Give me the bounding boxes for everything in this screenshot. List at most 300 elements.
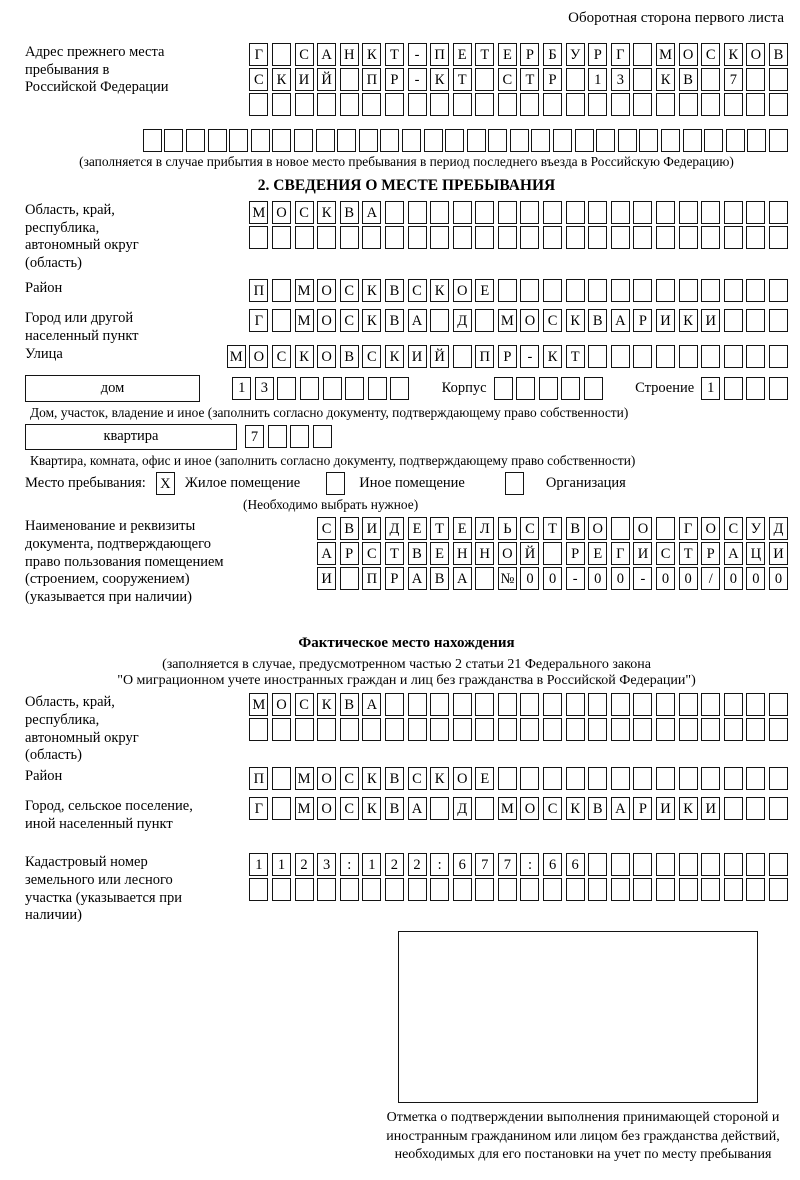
char-box xyxy=(277,377,296,400)
char-box xyxy=(272,718,291,741)
char-box xyxy=(553,129,572,152)
char-box xyxy=(272,309,291,332)
char-box: 7 xyxy=(498,853,517,876)
char-box xyxy=(323,377,342,400)
char-box xyxy=(340,68,359,91)
char-box: Н xyxy=(475,542,494,565)
char-box xyxy=(520,718,539,741)
char-box xyxy=(633,68,652,91)
char-box: М xyxy=(249,693,268,716)
char-box: В xyxy=(679,68,698,91)
registration-mark-box xyxy=(398,931,758,1103)
char-box: : xyxy=(430,853,449,876)
char-box: С xyxy=(498,68,517,91)
char-box xyxy=(340,718,359,741)
char-box: П xyxy=(430,43,449,66)
char-box: : xyxy=(520,853,539,876)
char-box: Р xyxy=(498,345,517,368)
char-box: 7 xyxy=(724,68,743,91)
char-box xyxy=(746,93,765,116)
char-box xyxy=(566,68,585,91)
char-box xyxy=(566,718,585,741)
char-box: К xyxy=(362,43,381,66)
char-box: Й xyxy=(317,68,336,91)
char-box: Й xyxy=(430,345,449,368)
char-box xyxy=(566,201,585,224)
char-box: И xyxy=(295,68,314,91)
char-box xyxy=(746,853,765,876)
char-box xyxy=(520,693,539,716)
page-header: Оборотная сторона первого листа xyxy=(568,10,784,26)
char-box: / xyxy=(701,567,720,590)
char-box xyxy=(272,129,291,152)
char-box: А xyxy=(362,693,381,716)
char-box: 1 xyxy=(701,377,720,400)
char-box xyxy=(633,93,652,116)
char-box: А xyxy=(408,797,427,820)
option-label-residential: Жилое помещение xyxy=(184,475,301,492)
char-box: А xyxy=(317,43,336,66)
char-box: Т xyxy=(475,43,494,66)
char-box xyxy=(543,542,562,565)
char-box xyxy=(769,718,788,741)
field-label: Район xyxy=(25,768,63,785)
char-box: С xyxy=(520,517,539,540)
char-box: Д xyxy=(385,517,404,540)
char-box: 3 xyxy=(317,853,336,876)
char-box xyxy=(249,878,268,901)
char-box xyxy=(402,129,421,152)
char-box: Е xyxy=(453,517,472,540)
char-box: Д xyxy=(453,797,472,820)
char-box xyxy=(385,718,404,741)
char-box xyxy=(633,279,652,302)
stroenie-group xyxy=(635,377,788,400)
char-box xyxy=(588,93,607,116)
char-box xyxy=(769,797,788,820)
char-box: Г xyxy=(611,43,630,66)
char-box xyxy=(498,93,517,116)
char-box: О xyxy=(701,517,720,540)
char-box xyxy=(746,693,765,716)
char-box: Е xyxy=(498,43,517,66)
char-box xyxy=(566,693,585,716)
char-box xyxy=(679,878,698,901)
char-box xyxy=(498,767,517,790)
char-box xyxy=(611,878,630,901)
char-box: Т xyxy=(566,345,585,368)
char-box xyxy=(679,718,698,741)
char-box: 1 xyxy=(272,853,291,876)
char-box: О xyxy=(588,517,607,540)
char-box xyxy=(566,279,585,302)
char-box xyxy=(543,201,562,224)
char-box: И xyxy=(701,309,720,332)
char-box xyxy=(295,93,314,116)
char-box xyxy=(588,201,607,224)
char-box xyxy=(679,345,698,368)
char-box xyxy=(701,767,720,790)
char-box: - xyxy=(633,567,652,590)
char-box xyxy=(520,767,539,790)
char-box: О xyxy=(498,542,517,565)
char-box xyxy=(639,129,658,152)
char-box xyxy=(679,767,698,790)
char-box: А xyxy=(724,542,743,565)
field-actual-region xyxy=(25,693,788,767)
char-box: 2 xyxy=(295,853,314,876)
char-box: И xyxy=(362,517,381,540)
char-box: Р xyxy=(701,542,720,565)
checkbox-other-premises xyxy=(326,472,345,495)
char-box: А xyxy=(611,309,630,332)
char-box: Р xyxy=(520,43,539,66)
char-box: В xyxy=(566,517,585,540)
char-box: К xyxy=(430,767,449,790)
section-2-title: 2. СВЕДЕНИЯ О МЕСТЕ ПРЕБЫВАНИЯ xyxy=(257,177,556,194)
char-box xyxy=(683,129,702,152)
char-box xyxy=(746,68,765,91)
char-box xyxy=(633,345,652,368)
char-box xyxy=(164,129,183,152)
char-box xyxy=(566,878,585,901)
char-box xyxy=(611,767,630,790)
char-box xyxy=(430,201,449,224)
char-box: В xyxy=(340,517,359,540)
char-box xyxy=(268,425,287,448)
char-box xyxy=(317,93,336,116)
char-box xyxy=(575,129,594,152)
char-box: К xyxy=(430,279,449,302)
char-box xyxy=(359,129,378,152)
checkbox-organization xyxy=(505,472,524,495)
char-box: С xyxy=(317,517,336,540)
char-box: А xyxy=(611,797,630,820)
char-box xyxy=(656,878,675,901)
char-box xyxy=(746,878,765,901)
field-label: Район xyxy=(25,280,63,296)
char-box xyxy=(746,718,765,741)
char-box xyxy=(453,93,472,116)
char-box: С xyxy=(340,797,359,820)
char-box xyxy=(475,567,494,590)
char-box xyxy=(633,201,652,224)
char-box: - xyxy=(566,567,585,590)
char-box xyxy=(679,853,698,876)
char-box: Р xyxy=(543,68,562,91)
char-box xyxy=(362,878,381,901)
char-box: Н xyxy=(340,43,359,66)
actual-location-note-2: "О миграционном учете иностранных граждан и лиц без гражданства в Российской Федерации") xyxy=(117,673,696,689)
char-box: С xyxy=(340,309,359,332)
char-box: П xyxy=(362,567,381,590)
char-box xyxy=(611,201,630,224)
char-box xyxy=(633,718,652,741)
char-box: Г xyxy=(249,309,268,332)
char-box xyxy=(679,226,698,249)
char-box: К xyxy=(385,345,404,368)
char-box: С xyxy=(295,693,314,716)
char-box xyxy=(769,693,788,716)
char-box xyxy=(656,345,675,368)
char-box xyxy=(588,767,607,790)
char-box xyxy=(475,797,494,820)
char-box xyxy=(380,129,399,152)
field-actual-city xyxy=(25,797,788,839)
char-box xyxy=(475,309,494,332)
char-box: О xyxy=(679,43,698,66)
char-box xyxy=(368,377,387,400)
char-box: М xyxy=(227,345,246,368)
char-box xyxy=(249,718,268,741)
char-box xyxy=(633,853,652,876)
char-box xyxy=(430,93,449,116)
char-box xyxy=(746,279,765,302)
actual-location-title: Фактическое место нахождения xyxy=(298,635,515,652)
char-box xyxy=(656,226,675,249)
char-box xyxy=(746,345,765,368)
char-box xyxy=(295,226,314,249)
char-box: У xyxy=(746,517,765,540)
char-box xyxy=(475,878,494,901)
char-box xyxy=(390,377,409,400)
char-box: 6 xyxy=(453,853,472,876)
char-box xyxy=(633,878,652,901)
char-box: О xyxy=(272,693,291,716)
char-box: В xyxy=(385,797,404,820)
char-box: А xyxy=(453,567,472,590)
char-box: С xyxy=(543,309,562,332)
korpus-group xyxy=(442,377,603,400)
char-box: М xyxy=(498,797,517,820)
char-box xyxy=(724,718,743,741)
char-box xyxy=(701,345,720,368)
char-box xyxy=(229,129,248,152)
char-box xyxy=(453,201,472,224)
char-box xyxy=(520,279,539,302)
char-row xyxy=(494,377,603,400)
char-box: К xyxy=(295,345,314,368)
char-box xyxy=(769,767,788,790)
char-row xyxy=(701,377,788,400)
char-box xyxy=(769,377,788,400)
char-box: Г xyxy=(249,797,268,820)
char-box: 1 xyxy=(249,853,268,876)
korpus-label: Корпус xyxy=(441,379,487,396)
char-box: В xyxy=(340,345,359,368)
char-box xyxy=(430,797,449,820)
char-box xyxy=(543,878,562,901)
char-box xyxy=(475,718,494,741)
char-box xyxy=(385,878,404,901)
char-box xyxy=(272,279,291,302)
char-box: К xyxy=(317,693,336,716)
field-label: Кадастровый номер земельного или лесного участка (указывается при наличии) xyxy=(25,854,182,924)
char-box xyxy=(337,129,356,152)
char-box xyxy=(633,226,652,249)
char-box xyxy=(679,93,698,116)
char-box: К xyxy=(362,767,381,790)
char-box xyxy=(272,226,291,249)
char-box xyxy=(726,129,745,152)
char-box xyxy=(430,718,449,741)
char-box xyxy=(566,226,585,249)
char-box xyxy=(408,693,427,716)
stay-type-label: Место пребывания: xyxy=(25,475,146,492)
char-box xyxy=(539,377,558,400)
field-label: Наименование и реквизиты документа, подтверждающего право пользования помещением (строением, сооружением) (указывается при наличии) xyxy=(25,518,224,605)
char-box: - xyxy=(520,345,539,368)
char-box xyxy=(498,693,517,716)
char-box xyxy=(588,693,607,716)
char-box xyxy=(294,129,313,152)
field-label: Город, сельское поселение, иной населенный пункт xyxy=(25,798,193,832)
char-box: К xyxy=(362,279,381,302)
char-box: Т xyxy=(520,68,539,91)
char-box: И xyxy=(633,542,652,565)
char-box: Т xyxy=(385,542,404,565)
char-box: О xyxy=(520,309,539,332)
char-box: 0 xyxy=(543,567,562,590)
char-box: П xyxy=(249,279,268,302)
char-box: М xyxy=(249,201,268,224)
char-box: 1 xyxy=(362,853,381,876)
char-box: Е xyxy=(453,43,472,66)
char-box xyxy=(300,377,319,400)
char-box xyxy=(520,201,539,224)
char-box: С xyxy=(362,345,381,368)
char-row xyxy=(245,425,332,448)
char-box xyxy=(498,279,517,302)
char-box xyxy=(596,129,615,152)
house-box-label: дом xyxy=(25,375,200,402)
char-box xyxy=(588,718,607,741)
char-box xyxy=(453,693,472,716)
char-box xyxy=(769,129,788,152)
field-note: Квартира, комната, офис и иное (заполнить согласно документу, подтверждающему право собственности) xyxy=(30,453,636,469)
char-box xyxy=(475,201,494,224)
char-box xyxy=(385,93,404,116)
char-box: О xyxy=(317,309,336,332)
char-box: Р xyxy=(588,43,607,66)
char-box xyxy=(516,377,535,400)
apartment-box-label: квартира xyxy=(25,424,237,451)
char-box xyxy=(701,853,720,876)
char-box: 0 xyxy=(588,567,607,590)
char-box: 7 xyxy=(245,425,264,448)
char-box xyxy=(656,93,675,116)
char-box xyxy=(520,226,539,249)
char-box: Р xyxy=(385,567,404,590)
char-box: Е xyxy=(408,517,427,540)
char-box: Е xyxy=(588,542,607,565)
char-box xyxy=(272,43,291,66)
char-box xyxy=(408,226,427,249)
char-box xyxy=(656,767,675,790)
char-box xyxy=(317,878,336,901)
char-box xyxy=(453,718,472,741)
char-box xyxy=(611,853,630,876)
char-box xyxy=(704,129,723,152)
char-box xyxy=(488,129,507,152)
char-box: К xyxy=(543,345,562,368)
char-box: С xyxy=(543,797,562,820)
char-box: С xyxy=(724,517,743,540)
char-box: Т xyxy=(385,43,404,66)
char-box: Ц xyxy=(746,542,765,565)
char-box: П xyxy=(475,345,494,368)
char-box xyxy=(543,693,562,716)
char-box xyxy=(746,226,765,249)
char-box: 6 xyxy=(566,853,585,876)
char-box xyxy=(272,797,291,820)
char-box: В xyxy=(769,43,788,66)
char-box: В xyxy=(588,309,607,332)
char-box: О xyxy=(520,797,539,820)
char-box xyxy=(561,377,580,400)
field-note: (Необходимо выбрать нужное) xyxy=(243,497,419,513)
char-box xyxy=(430,878,449,901)
char-box xyxy=(317,718,336,741)
field-previous-address xyxy=(25,43,788,129)
char-box xyxy=(611,345,630,368)
char-box xyxy=(340,226,359,249)
char-box: : xyxy=(340,853,359,876)
char-box xyxy=(531,129,550,152)
field-street xyxy=(25,345,788,375)
field-label: Область, край, республика, автономный округ (область) xyxy=(25,202,139,272)
char-box: - xyxy=(408,68,427,91)
char-box xyxy=(345,377,364,400)
char-box xyxy=(747,129,766,152)
char-box: 0 xyxy=(611,567,630,590)
char-box: В xyxy=(430,567,449,590)
char-box: О xyxy=(317,797,336,820)
char-box xyxy=(701,878,720,901)
char-box xyxy=(430,309,449,332)
char-box: А xyxy=(362,201,381,224)
char-box: С xyxy=(701,43,720,66)
char-box: Г xyxy=(249,43,268,66)
field-cadastral xyxy=(25,853,788,927)
char-box xyxy=(724,345,743,368)
char-box xyxy=(313,425,332,448)
char-box xyxy=(408,93,427,116)
char-box: 0 xyxy=(520,567,539,590)
char-box xyxy=(316,129,335,152)
field-city xyxy=(25,309,788,345)
char-box xyxy=(272,767,291,790)
char-box xyxy=(385,226,404,249)
char-box xyxy=(769,68,788,91)
char-box xyxy=(746,797,765,820)
char-box: В xyxy=(340,201,359,224)
char-box xyxy=(588,345,607,368)
char-box xyxy=(584,377,603,400)
char-box: С xyxy=(656,542,675,565)
field-apartment-row xyxy=(25,424,788,451)
char-box xyxy=(633,43,652,66)
char-box: Б xyxy=(543,43,562,66)
char-box xyxy=(475,93,494,116)
char-box: И xyxy=(769,542,788,565)
char-row xyxy=(25,129,788,152)
char-box: М xyxy=(656,43,675,66)
char-box: Д xyxy=(453,309,472,332)
char-box: Е xyxy=(430,542,449,565)
char-box: М xyxy=(295,279,314,302)
char-box: Р xyxy=(340,542,359,565)
